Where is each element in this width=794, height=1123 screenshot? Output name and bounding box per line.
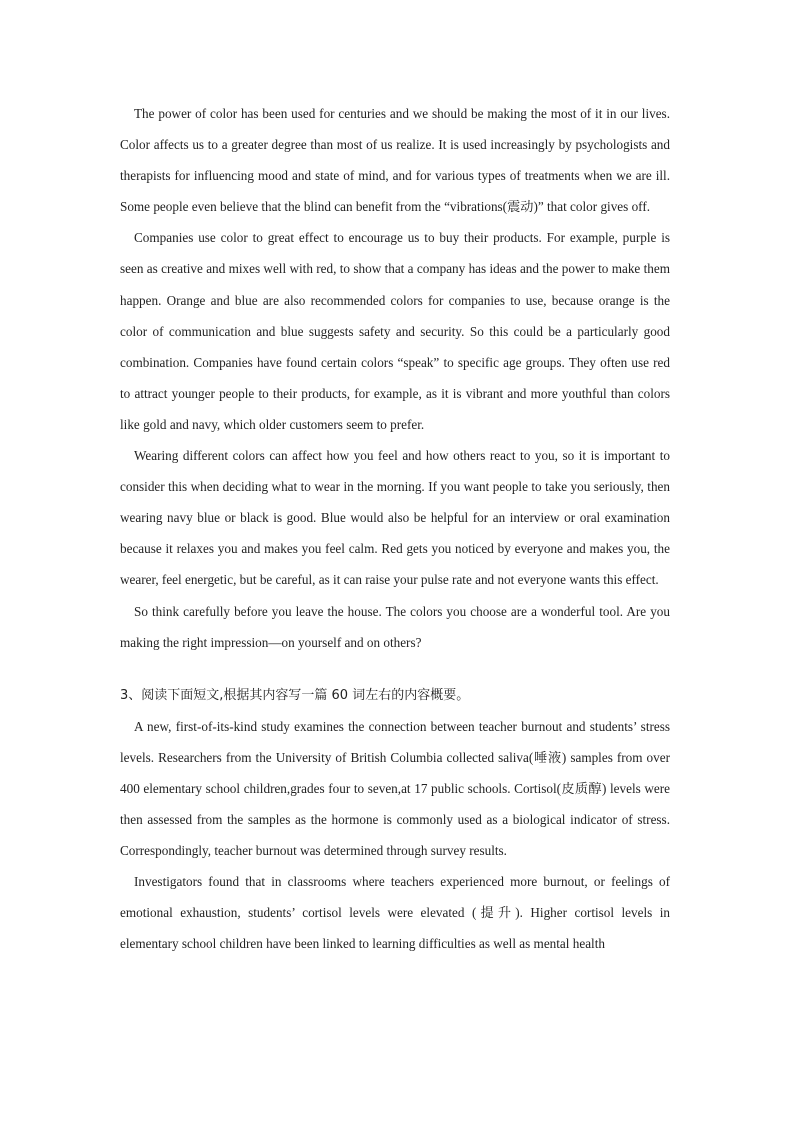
passage1-paragraph-4: So think carefully before you leave the house. The colors you choose are a wonderful tool. Are you making the right impression—on yourself and on others?: [120, 603, 670, 650]
question-3-heading: 3、阅读下面短文,根据其内容写一篇 60 词左右的内容概要。: [120, 687, 470, 703]
document-body: [120, 98, 670, 959]
passage1-paragraph-3: Wearing different colors can affect how you feel and how others react to you, so it is important to consider this when deciding what to wear in the morning. If you want people to take you seriously, then wearing navy blue or black is good. Blue would also be helpful for an interview or oral examination because it relaxes you and makes you feel calm. Red gets you noticed by everyone and makes you, the wearer, feel energetic, but be careful, as it can raise your pulse rate and not everyone wants this effect.: [120, 448, 670, 588]
passage2-paragraph-2: Investigators found that in classrooms where teachers experienced more burnout, or feelings of emotional exhaustion, students’ cortisol levels were elevated (提升). Higher cortisol levels in elementary school children have been linked to learning difficulties as well as mental health: [120, 874, 670, 952]
passage1-paragraph-1: The power of color has been used for centuries and we should be making the most of it in our lives. Color affects us to a greater degree than most of us realize. It is used increasingly by psychologists and therapists for influencing mood and state of mind, and for various types of treatments when we are ill. Some people even believe that the blind can benefit from the “vibrations(震动)” that color gives off.: [120, 106, 670, 215]
passage2-paragraph-1: A new, first-of-its-kind study examines the connection between teacher burnout and students’ stress levels. Researchers from the University of British Columbia collected saliva(唾液) samples from over 400 elementary school children,grades four to seven,at 17 public schools. Cortisol(皮质醇) levels were then assessed from the samples as the hormone is commonly used as a biological indicator of stress. Correspondingly, teacher burnout was determined through survey results.: [120, 718, 670, 859]
passage1-paragraph-2: Companies use color to great effect to encourage us to buy their products. For example, purple is seen as creative and mixes well with red, to show that a company has ideas and the power to make them happen. Orange and blue are also recommended colors for companies to use, because orange is the color of communication and blue suggests safety and security. So this could be a particularly good combination. Companies have found certain colors “speak” to specific age groups. They often use red to attract younger people to their products, for example, as it is vibrant and more youthful than colors like gold and navy, which older customers seem to prefer.: [120, 230, 670, 432]
